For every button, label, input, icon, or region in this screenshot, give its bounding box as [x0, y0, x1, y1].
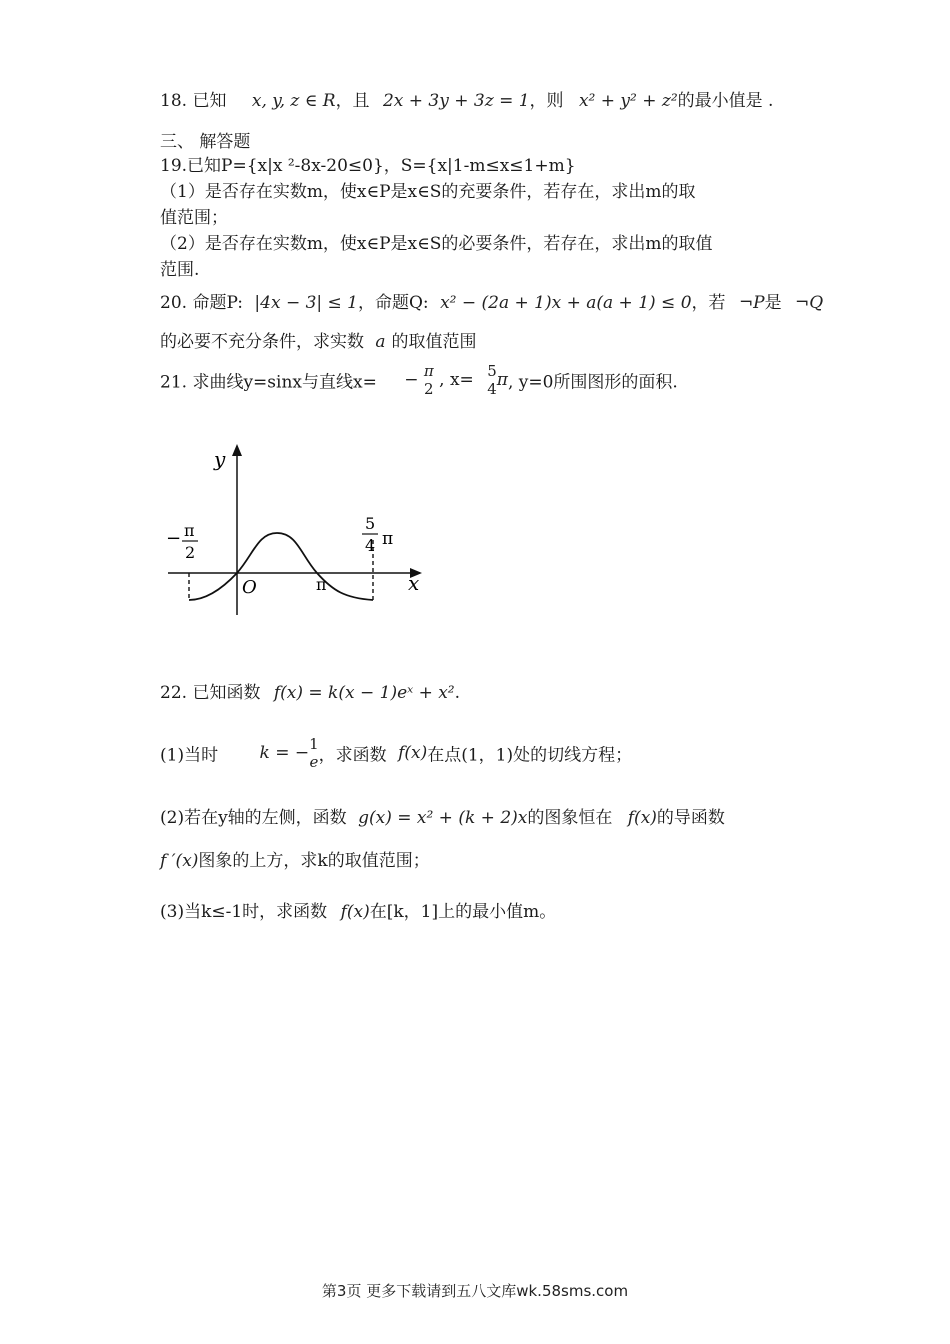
q22-k-expr: k = − — [259, 743, 310, 763]
q21-sep: , x= — [439, 370, 474, 390]
q22-k-den: e — [309, 753, 319, 771]
q21-frac1-num: π — [423, 362, 434, 380]
q22-p1-c: 在点(1，1)处的切线方程； — [427, 745, 633, 766]
right-frac-den: 4 — [365, 536, 376, 555]
sine-graph — [160, 440, 430, 620]
q18-number: 18. 已知 — [160, 91, 227, 111]
question-18 — [160, 86, 773, 111]
q21-pi: π — [496, 370, 508, 390]
q20-a: a — [375, 332, 386, 352]
pi-label: π — [316, 575, 327, 594]
right-frac-num: 5 — [365, 514, 376, 533]
q20-not-p: ¬P — [738, 293, 765, 313]
q19-statement: 19.已知P={x|x ²-8x-20≤0}，S={x|1-m≤x≤1+m} — [160, 156, 576, 176]
q22-f-prime: f ′(x) — [160, 851, 199, 871]
q21-frac2-num: 5 — [487, 362, 497, 380]
q18-then: ，则 — [529, 91, 564, 111]
q22-part2-line1 — [160, 803, 725, 828]
q22-p1-f: f(x) — [398, 743, 428, 763]
q21-fraction-right — [487, 362, 497, 398]
q18-expression: x² + y² + z² — [578, 91, 678, 111]
q22-g-function: g(x) = x² + (k + 2)x — [358, 808, 528, 828]
question-21 — [160, 362, 678, 398]
q22-k-num: 1 — [309, 735, 319, 753]
q22-function: f(x) = k(x − 1)eˣ + x² — [273, 683, 455, 703]
q19-part2-line2: 范围. — [160, 260, 200, 280]
q21-number: 21. 求曲线y=sinx与直线x= — [160, 372, 377, 393]
question-22 — [160, 678, 460, 703]
q20-is: 是 — [764, 293, 782, 313]
q20-p-expression: |4x − 3| ≤ 1 — [254, 293, 358, 313]
q18-equation: 2x + 3y + 3z = 1 — [382, 91, 530, 111]
q20-line2-b: 的取值范围 — [391, 332, 477, 352]
origin-label: O — [242, 577, 257, 598]
q22-k-fraction — [309, 735, 319, 771]
q22-p3-a: (3)当k≤-1时，求函数 — [160, 902, 328, 922]
x-axis-label: x — [408, 571, 420, 595]
q22-number: 22. 已知函数 — [160, 683, 261, 703]
q22-part2-line2 — [160, 846, 430, 871]
q22-p1-b: ，求函数 — [318, 745, 387, 766]
q21-frac2-den: 4 — [487, 380, 497, 398]
q20-q-expression: x² − (2a + 1)x + a(a + 1) ≤ 0 — [440, 293, 692, 313]
section-heading: 三、 解答题 — [160, 132, 251, 152]
q20-not-q: ¬Q — [795, 293, 824, 313]
q19-part1-line2: 值范围； — [160, 208, 228, 228]
page-footer: 第3页 更多下载请到五八文库wk.58sms.com — [321, 1282, 629, 1300]
q19-part2-line1: （2）是否存在实数m，使x∈P是x∈S的必要条件，若存在，求出m的取值 — [160, 234, 713, 254]
q18-tail: 的最小值是 . — [677, 91, 774, 111]
q20-if: ，若 — [691, 293, 726, 313]
sine-curve — [189, 533, 376, 600]
q22-p2-d: 图象的上方，求k的取值范围； — [198, 851, 430, 871]
left-minus: − — [166, 528, 182, 549]
q22-part3 — [160, 897, 556, 922]
q20-line2-a: 的必要不充分条件，求实数 — [160, 332, 364, 352]
q22-p2-f: f(x) — [627, 808, 657, 828]
q22-p3-b: 在[k，1]上的最小值m。 — [369, 902, 557, 922]
q22-part1 — [160, 735, 632, 771]
right-pi: π — [382, 529, 394, 549]
q22-p2-b: 的图象恒在 — [527, 808, 613, 828]
q21-minus: − — [404, 370, 419, 390]
q22-p2-c: 的导函数 — [656, 808, 725, 828]
q22-dot: . — [454, 683, 461, 703]
q22-p3-f: f(x) — [340, 902, 370, 922]
y-axis-arrow-icon — [232, 444, 242, 456]
q21-fraction-left — [424, 362, 434, 398]
q20-line2 — [160, 327, 477, 352]
q19-part1-line1: （1）是否存在实数m，使x∈P是x∈S的充要条件，若存在，求出m的取 — [160, 182, 696, 202]
q18-and: ，且 — [335, 91, 370, 111]
q22-p1-a: (1)当时 — [160, 745, 219, 766]
q20-number: 20. 命题P: — [160, 293, 243, 313]
left-frac-den: 2 — [185, 543, 196, 562]
q21-tail: , y=0所围图形的面积. — [507, 372, 678, 393]
y-axis-label: y — [214, 447, 226, 471]
q18-vars: x, y, z ∈ R — [251, 91, 336, 111]
q20-q-label: ，命题Q: — [358, 293, 429, 313]
left-frac-num: π — [184, 521, 195, 540]
question-20 — [160, 288, 823, 313]
q22-p2-a: (2)若在y轴的左侧，函数 — [160, 808, 347, 828]
q21-frac1-den: 2 — [424, 380, 434, 398]
